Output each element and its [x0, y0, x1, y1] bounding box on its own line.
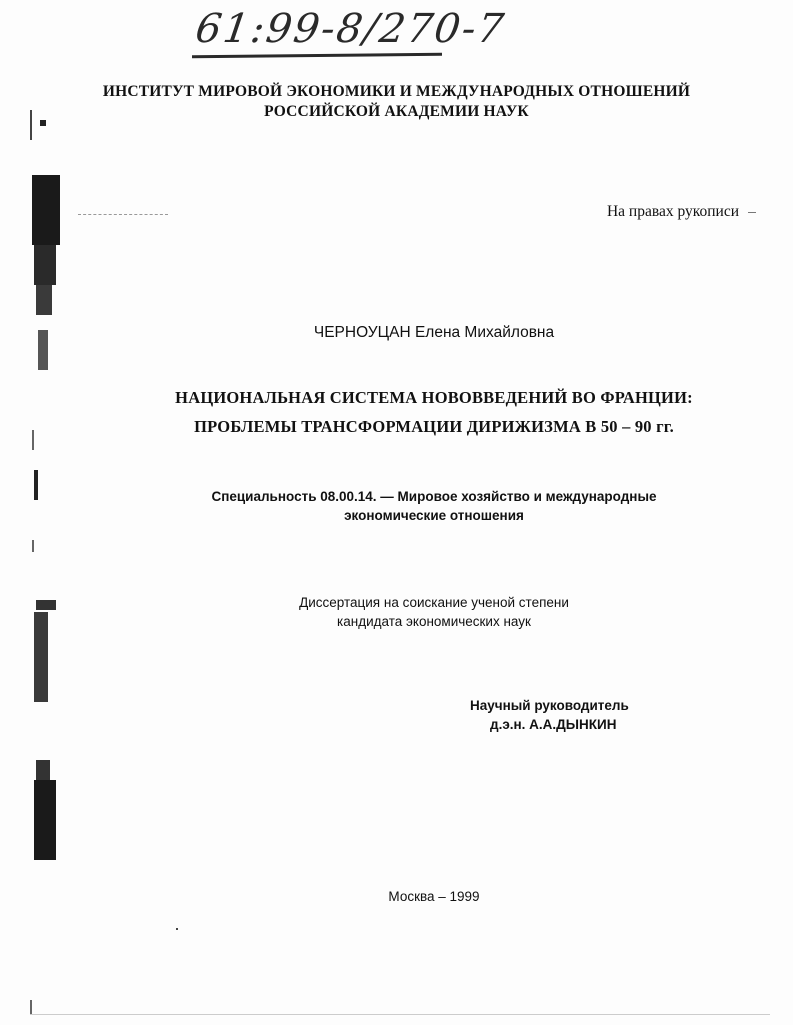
specialty-line-1: Специальность 08.00.14. — Мировое хозяйство и международные — [211, 489, 657, 504]
institute-line-1: ИНСТИТУТ МИРОВОЙ ЭКОНОМИКИ И МЕЖДУНАРОДНЫХ ОТНОШЕНИЙ — [102, 83, 691, 100]
degree-line-1: Диссертация на соискание ученой степени — [299, 595, 569, 610]
supervisor-block — [470, 696, 629, 734]
manuscript-note: На правах рукописи — [606, 203, 739, 220]
scan-dotted-line — [78, 214, 168, 216]
handwritten-underline — [192, 53, 442, 59]
specialty-block — [0, 487, 793, 525]
author-name: ЧЕРНОУЦАН Елена Михайловна — [313, 324, 555, 341]
supervisor-label: Научный руководитель — [470, 698, 629, 713]
dissertation-title — [0, 383, 793, 441]
archive-number-handwritten: 61:99-8/270-7 — [192, 6, 509, 52]
scan-bottom-edge — [30, 1014, 770, 1015]
degree-block — [0, 593, 793, 631]
specialty-line-2: экономические отношения — [344, 508, 524, 523]
institute-heading — [0, 82, 793, 122]
title-line-2: ПРОБЛЕМЫ ТРАНСФОРМАЦИИ ДИРИЖИЗМА В 50 – 90 гг. — [194, 417, 674, 436]
degree-line-2: кандидата экономических наук — [337, 614, 531, 629]
city-year: Москва – 1999 — [388, 889, 480, 904]
supervisor-name: д.э.н. А.А.ДЫНКИН — [490, 717, 617, 732]
scan-speck — [176, 928, 178, 930]
institute-line-2: РОССИЙСКОЙ АКАДЕМИИ НАУК — [264, 103, 529, 120]
scan-tick — [748, 212, 756, 213]
title-line-1: НАЦИОНАЛЬНАЯ СИСТЕМА НОВОВВЕДЕНИЙ ВО ФРАНЦИИ: — [175, 388, 693, 407]
